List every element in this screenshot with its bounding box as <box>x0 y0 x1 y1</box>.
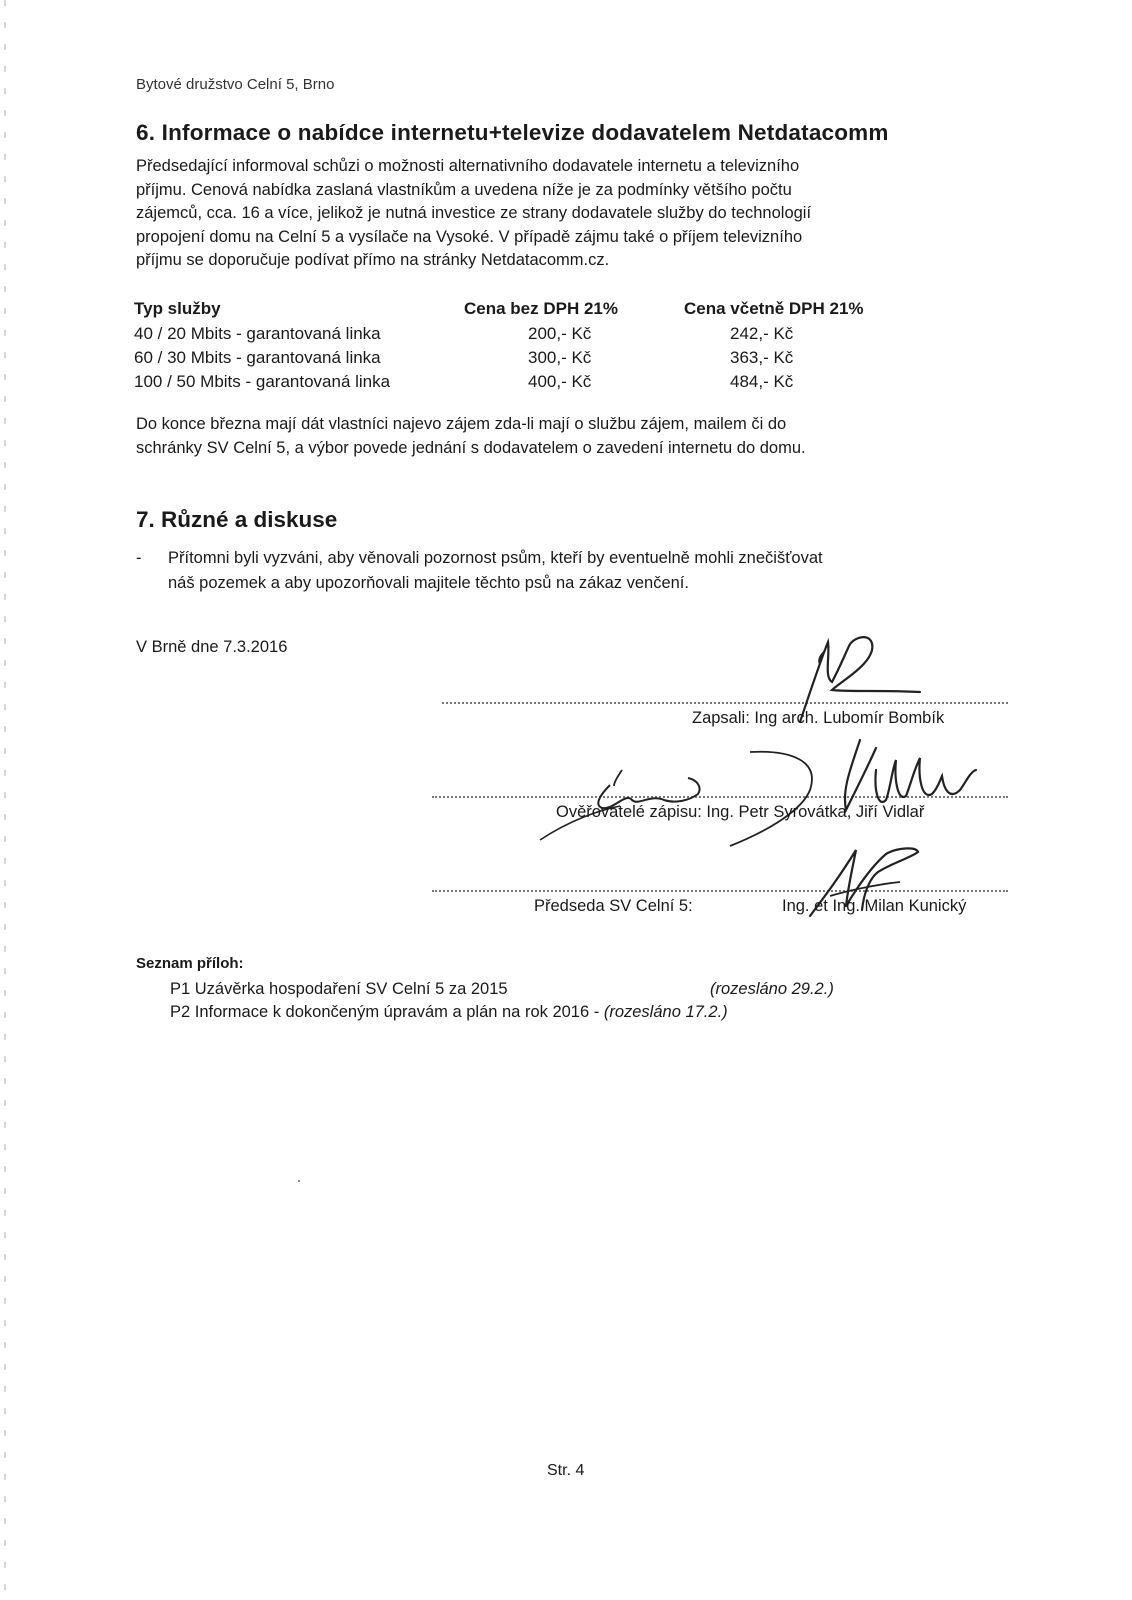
column-header-price-with-vat: Cena včetně DPH 21% <box>684 299 864 318</box>
signature-caption-recorder: Zapsali: Ing arch. Lubomír Bombík <box>692 709 945 727</box>
table-row <box>134 322 914 346</box>
table-row <box>134 370 914 394</box>
place-and-date: V Brně dne 7.3.2016 <box>136 638 288 656</box>
signature-caption-chair-label: Předseda SV Celní 5: <box>534 897 693 915</box>
bullet-line: Přítomni byli vyzváni, aby věnovali pozornost psům, kteří by eventuelně mohli znečišťovat <box>168 549 823 567</box>
column-header-price-without-vat: Cena bez DPH 21% <box>464 299 618 318</box>
signature-caption-verifiers: Ověřovatelé zápisu: Ing. Petr Syrovátka, Jiří Vidlař <box>556 803 925 821</box>
paragraph-line: zájemců, cca. 16 a více, jelikož je nutná investice ze strany dodavatele služby do technologií <box>136 204 812 223</box>
section-7-heading: 7. Různé a diskuse <box>136 507 338 532</box>
annex-item-note-text: (rozesláno 29.2.) <box>710 980 834 998</box>
table-cell: 40 / 20 Mbits - garantovaná linka <box>134 324 381 343</box>
paragraph-line: příjmu se doporučuje podívat přímo na stránky Netdatacomm.cz. <box>136 251 610 270</box>
annex-item <box>170 1003 728 1022</box>
table-cell: 200,- Kč <box>528 324 592 343</box>
table-cell: 60 / 30 Mbits - garantovaná linka <box>134 348 381 367</box>
table-cell: 300,- Kč <box>528 348 592 367</box>
paragraph-line: propojení domu na Celní 5 a vysílače na Vysoké. V případě zájmu také o příjem televizního <box>136 227 803 246</box>
section-7-bullet <box>136 546 823 596</box>
scan-edge-artifact <box>4 0 6 1600</box>
service-price-table <box>134 296 914 394</box>
table-cell: 363,- Kč <box>730 348 794 367</box>
section-6-paragraph <box>136 155 1016 273</box>
table-header-row <box>134 296 914 322</box>
bullet-dash: - <box>136 549 142 567</box>
annex-item-note-text: (rozesláno 17.2.) <box>603 1003 728 1021</box>
table-cell: 242,- Kč <box>730 324 794 343</box>
table-cell: 400,- Kč <box>528 372 592 391</box>
bullet-line: náš pozemek a aby upozorňovali majitele těchto psů na zákaz venčení. <box>168 574 689 592</box>
page-number: Str. 4 <box>547 1462 585 1479</box>
annex-item-text: P1 Uzávěrka hospodaření SV Celní 5 za 2015 <box>170 980 508 998</box>
annex-list-title: Seznam příloh: <box>136 955 244 972</box>
paragraph-line: schránky SV Celní 5, a výbor povede jednání s dodavatelem o zavedení internetu do domu. <box>136 438 806 457</box>
section-6-closing-paragraph <box>136 413 806 460</box>
organization-header: Bytové družstvo Celní 5, Brno <box>136 76 335 93</box>
annex-item-note <box>710 980 834 999</box>
paragraph-line: Předsedající informoval schůzi o možnosti alternativního dodavatele internetu a televizního <box>136 157 800 175</box>
paragraph-line: Do konce března mají dát vlastníci najevo zájem zda-li mají o službu zájem, mailem či do <box>136 415 787 433</box>
signature-caption-chair-name: Ing. et Ing. Milan Kunický <box>782 897 967 915</box>
signature-verifiers-handwritten <box>530 730 1010 850</box>
annex-item <box>170 980 508 999</box>
scan-speck <box>298 1180 300 1182</box>
paragraph-line: příjmu. Cenová nabídka zaslaná vlastníkům a uvedena níže je za podmínky většího počtu <box>136 180 792 199</box>
table-cell: 100 / 50 Mbits - garantovaná linka <box>134 372 391 391</box>
annex-item-text: P2 Informace k dokončeným úpravám a plán na rok 2016 - <box>170 1003 600 1021</box>
table-cell: 484,- Kč <box>730 372 794 391</box>
section-6-heading: 6. Informace o nabídce internetu+televize dodavatelem Netdatacomm <box>136 120 889 145</box>
column-header-service-type: Typ služby <box>134 299 221 318</box>
table-row <box>134 346 914 370</box>
